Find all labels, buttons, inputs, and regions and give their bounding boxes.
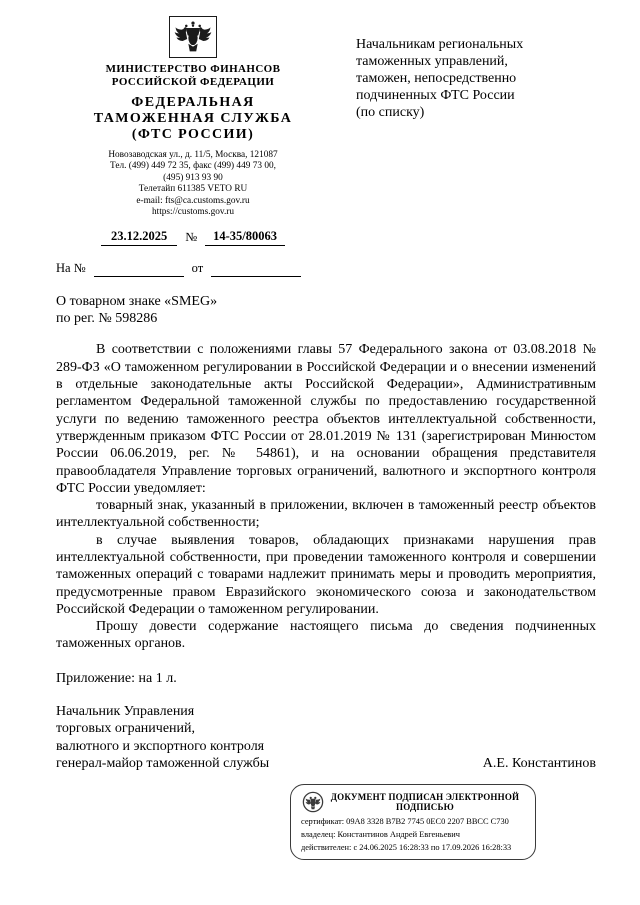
stamp-title-line2: ПОДПИСЬЮ bbox=[396, 802, 454, 813]
ref-date-blank bbox=[211, 264, 301, 277]
stamp-owner: владелец: Константинов Андрей Евгеньевич bbox=[301, 830, 460, 840]
signatory-name: А.Е. Константинов bbox=[482, 755, 596, 771]
stamp-emblem-icon bbox=[301, 790, 325, 814]
attachment-line: Приложение: на 1 л. bbox=[56, 670, 177, 686]
recipient-line: таможен, непосредственно bbox=[356, 71, 517, 86]
recipient-line: (по списку) bbox=[356, 105, 425, 120]
agency-name-line3: (ФТС РОССИИ) bbox=[131, 127, 255, 142]
address-line: Новозаводская ул., д. 11/5, Москва, 121087 bbox=[108, 150, 278, 160]
ref-ot-label: от bbox=[191, 261, 204, 276]
subject-block bbox=[56, 293, 596, 327]
subject-line-2: по рег. № 598286 bbox=[56, 311, 158, 327]
recipient-block bbox=[356, 16, 523, 121]
body-paragraph: товарный знак, указанный в приложении, включен в таможенный реестр объектов интеллектуальной собственности; bbox=[56, 498, 596, 531]
signature-block bbox=[56, 703, 596, 772]
phone-line-1: Тел. (499) 449 72 35, факс (499) 449 73 00, bbox=[110, 161, 276, 172]
recipient-line: Начальникам региональных bbox=[356, 37, 524, 52]
signatory-position-line: генерал-майор таможенной службы bbox=[56, 755, 270, 771]
ministry-name-line1: МИНИСТЕРСТВО ФИНАНСОВ bbox=[105, 63, 281, 75]
contact-block bbox=[56, 150, 330, 218]
stamp-header bbox=[301, 790, 525, 814]
letter-body bbox=[56, 341, 596, 652]
body-paragraph: в случае выявления товаров, обладающих признаками нарушения прав интеллектуальной собственности, при проведении таможенного контроля и совершении таможенных операций с товарами надлежит принимать меры и проводить мероприятия, предусмотренные правом Евразийского экономического союза и законодательством Российской Федерации о таможенном регулировании. bbox=[56, 532, 596, 617]
letterhead bbox=[56, 16, 330, 277]
reference-row bbox=[56, 261, 330, 277]
stamp-title bbox=[325, 792, 525, 813]
letter-header bbox=[56, 16, 596, 277]
stamp-certificate: сертификат: 09A8 3328 B7B2 7745 0EC0 2207 BBCC C730 bbox=[301, 817, 509, 827]
ref-na-label: На № bbox=[56, 261, 86, 276]
number-sign: № bbox=[185, 230, 198, 245]
signatory-position-line: Начальник Управления bbox=[56, 704, 195, 720]
date-number-row bbox=[56, 229, 330, 246]
subject-line-1: О товарном знаке «SMEG» bbox=[56, 294, 218, 310]
agency-name-line1: ФЕДЕРАЛЬНАЯ bbox=[131, 95, 255, 110]
coat-of-arms-icon bbox=[169, 16, 217, 58]
teletype-line: Телетайп 611385 VETO RU bbox=[138, 184, 248, 195]
website-line: https://customs.gov.ru bbox=[151, 207, 235, 218]
e-signature-stamp bbox=[290, 784, 536, 860]
signatory-position bbox=[56, 703, 269, 772]
agency-name bbox=[56, 95, 330, 143]
letter-number: 14-35/80063 bbox=[205, 229, 285, 246]
email-line: e-mail: fts@ca.customs.gov.ru bbox=[136, 195, 250, 206]
ministry-name bbox=[56, 63, 330, 89]
recipient-line: подчиненных ФТС России bbox=[356, 88, 515, 103]
signatory-position-line: торговых ограничений, bbox=[56, 721, 196, 737]
phone-line-2: (495) 913 93 90 bbox=[163, 172, 223, 183]
ref-number-blank bbox=[94, 264, 184, 277]
signatory-position-line: валютного и экспортного контроля bbox=[56, 738, 265, 754]
stamp-validity: действителен: с 24.06.2025 16:28:33 по 17.09.2026 16:28:33 bbox=[301, 843, 512, 853]
letter-date: 23.12.2025 bbox=[101, 229, 177, 246]
recipient-line: таможенных управлений, bbox=[356, 54, 508, 69]
body-paragraph: Прошу довести содержание настоящего письма до сведения подчиненных таможенных органов. bbox=[56, 619, 596, 652]
body-paragraph: В соответствии с положениями главы 57 Федерального закона от 03.08.2018 № 289-ФЗ «О таможенном регулировании в Российской Федерации и о внесении изменений в отдельные законодательные акты Российской Федерации», Административным регламентом Федеральной таможенной службы по предоставлению государственной услуги по ведению таможенного реестра объектов интеллектуальной собственности, утвержденным приказом ФТС России от 28.01.2019 № 131 (зарегистрирован Минюстом России 06.06.2019, рег. № 54861), и на основании обращения представителя правообладателя Управление торговых ограничений, валютного и экспортного контроля ФТС России уведомляет: bbox=[56, 342, 596, 496]
ministry-name-line2: РОССИЙСКОЙ ФЕДЕРАЦИИ bbox=[111, 76, 275, 88]
stamp-title-line1: ДОКУМЕНТ ПОДПИСАН ЭЛЕКТРОННОЙ bbox=[330, 791, 520, 802]
agency-name-line2: ТАМОЖЕННАЯ СЛУЖБА bbox=[93, 111, 293, 126]
